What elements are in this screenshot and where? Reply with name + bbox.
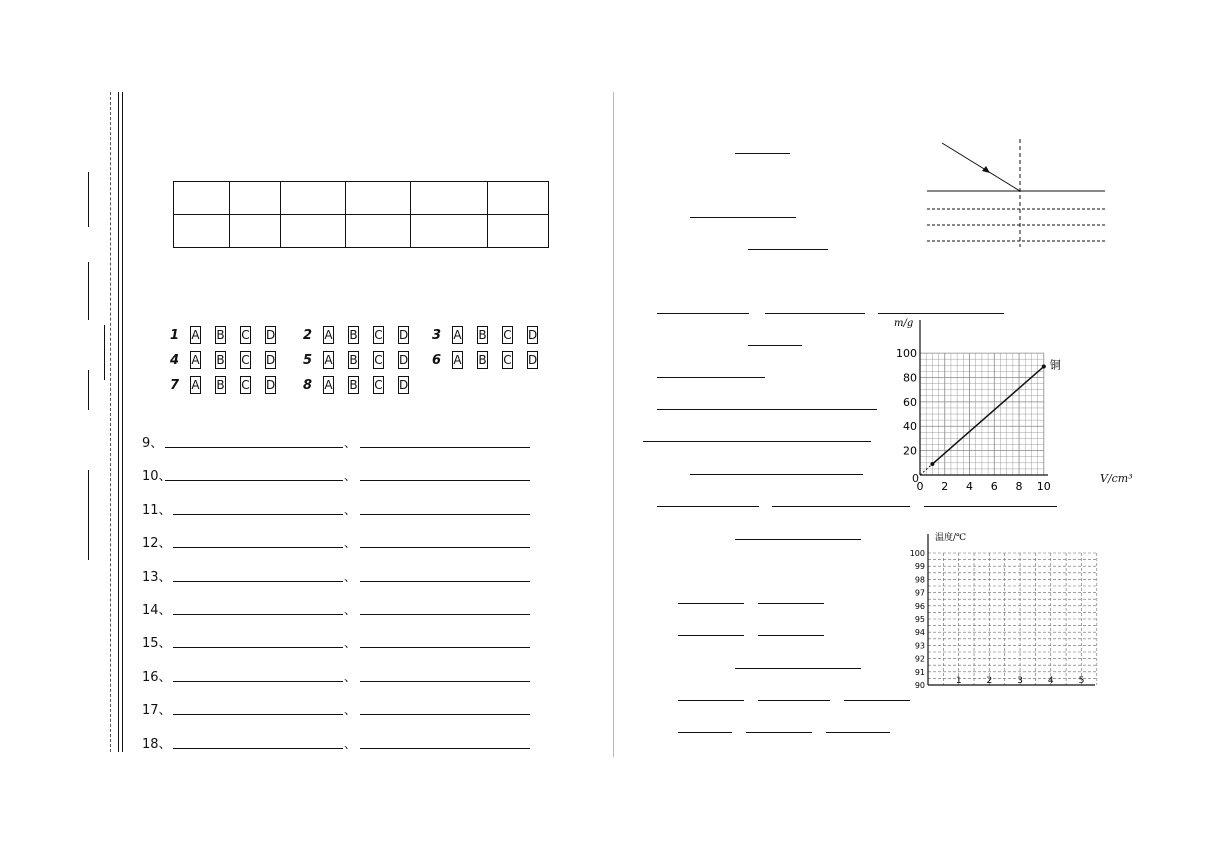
fill-separator: 、 bbox=[344, 569, 357, 584]
fill-answer-10-b[interactable] bbox=[360, 480, 530, 481]
q22-answer4b[interactable] bbox=[758, 635, 824, 636]
score-row-label bbox=[174, 215, 230, 248]
q23-answer2b[interactable] bbox=[758, 700, 830, 701]
fill-separator: 、 bbox=[344, 636, 357, 651]
score-table bbox=[173, 181, 549, 248]
mc-option-5-b[interactable]: B bbox=[349, 353, 358, 367]
score-input-total[interactable] bbox=[488, 215, 549, 248]
data-point bbox=[930, 462, 934, 466]
fill-answer-10-a[interactable] bbox=[165, 480, 343, 481]
fill-label-9: 9、 bbox=[142, 436, 164, 451]
y-tick-label: 40 bbox=[903, 420, 917, 434]
mc-option-2-a[interactable]: A bbox=[324, 328, 333, 342]
mc-question-3 bbox=[432, 324, 552, 344]
q22-answer3b[interactable] bbox=[758, 603, 824, 604]
q23-answer3c[interactable] bbox=[826, 732, 890, 733]
q21-answer4[interactable] bbox=[690, 474, 863, 475]
mc-option-7-c[interactable]: C bbox=[241, 378, 250, 392]
q23-answer3b[interactable] bbox=[746, 732, 812, 733]
series-label-copper: 铜 bbox=[1049, 358, 1061, 372]
mc-question-number: 6 bbox=[432, 353, 442, 368]
q22-answer1[interactable] bbox=[735, 539, 861, 540]
q21-answer5a[interactable] bbox=[657, 506, 759, 507]
fill-separator: 、 bbox=[344, 536, 357, 551]
y-tick-label: 60 bbox=[903, 395, 917, 409]
binding-line-outer bbox=[118, 92, 119, 752]
mc-option-5-d[interactable]: D bbox=[399, 353, 409, 367]
score-cell-3 bbox=[346, 182, 411, 215]
mc-question-number: 4 bbox=[170, 353, 180, 368]
binding-line-inner bbox=[122, 92, 123, 752]
q19-answer3[interactable] bbox=[690, 217, 796, 218]
y-tick-label: 96 bbox=[914, 601, 925, 611]
mc-option-1-d[interactable]: D bbox=[266, 328, 276, 342]
fill-separator: 、 bbox=[344, 502, 357, 517]
fill-answer-14-b[interactable] bbox=[360, 614, 530, 615]
fill-label-12: 12、 bbox=[142, 536, 172, 552]
score-cell-2 bbox=[281, 182, 346, 215]
fill-answer-17-b[interactable] bbox=[360, 714, 530, 715]
mc-question-5 bbox=[303, 349, 423, 369]
fill-label-17: 17、 bbox=[142, 703, 172, 719]
y-tick-label: 80 bbox=[903, 371, 917, 385]
x-tick-label: 5 bbox=[1078, 676, 1085, 686]
mc-question-6 bbox=[432, 349, 552, 369]
mc-question-number: 1 bbox=[170, 328, 180, 343]
x-tick-label: 2 bbox=[986, 676, 993, 686]
mc-question-7 bbox=[170, 374, 290, 394]
number-field[interactable] bbox=[104, 325, 105, 380]
mc-option-1-c[interactable]: C bbox=[241, 328, 250, 342]
fill-label-13: 13、 bbox=[142, 569, 172, 585]
q20-answer1[interactable] bbox=[748, 249, 828, 250]
q23-answer2c[interactable] bbox=[844, 700, 910, 701]
mc-option-4-d[interactable]: D bbox=[266, 353, 276, 367]
origin-label: 0 bbox=[912, 472, 919, 485]
fill-answer-11-a[interactable] bbox=[173, 514, 343, 515]
score-input-1[interactable] bbox=[230, 215, 281, 248]
q23-answer2a[interactable] bbox=[678, 700, 744, 701]
y-axis-label: m/g bbox=[894, 318, 914, 329]
grade-field[interactable] bbox=[88, 370, 89, 410]
y-tick-label: 100 bbox=[909, 549, 925, 558]
fill-separator: 、 bbox=[344, 436, 357, 450]
mc-option-7-a[interactable]: A bbox=[191, 378, 200, 392]
mc-option-2-c[interactable]: C bbox=[374, 328, 383, 342]
q21-answer1[interactable] bbox=[748, 345, 802, 346]
mc-option-5-c[interactable]: C bbox=[374, 353, 383, 367]
mc-option-5-a[interactable]: A bbox=[324, 353, 333, 367]
mc-option-3-a[interactable]: A bbox=[453, 328, 462, 342]
y-tick-label: 91 bbox=[914, 667, 925, 677]
x-tick-label: 4 bbox=[966, 480, 974, 493]
fill-separator: 、 bbox=[344, 703, 357, 718]
fill-answer-9-a[interactable] bbox=[165, 447, 343, 448]
fill-answer-16-a[interactable] bbox=[173, 681, 343, 682]
q21-answer3a[interactable] bbox=[657, 409, 877, 410]
mc-option-8-b[interactable]: B bbox=[349, 378, 358, 392]
mc-option-7-b[interactable]: B bbox=[216, 378, 225, 392]
x-tick-label: 6 bbox=[990, 480, 998, 493]
mc-question-number: 5 bbox=[303, 353, 313, 368]
mc-question-8 bbox=[303, 374, 423, 394]
y-tick-label: 95 bbox=[914, 615, 925, 624]
y-tick-label: 20 bbox=[903, 444, 917, 458]
q20-answer2b[interactable] bbox=[765, 313, 865, 314]
mc-question-number: 8 bbox=[303, 378, 313, 393]
x-tick-label: 0 bbox=[916, 480, 924, 493]
q21-answer2[interactable] bbox=[657, 377, 765, 378]
mc-question-1 bbox=[170, 324, 290, 344]
mc-question-2 bbox=[303, 324, 423, 344]
score-input-2[interactable] bbox=[281, 215, 346, 248]
x-tick-label: 1 bbox=[955, 676, 962, 686]
mc-option-1-a[interactable]: A bbox=[191, 328, 200, 342]
y-tick-label: 100 bbox=[896, 347, 917, 361]
fill-answer-12-a[interactable] bbox=[173, 547, 343, 548]
mc-option-3-b[interactable]: B bbox=[478, 328, 487, 342]
mc-option-4-b[interactable]: B bbox=[216, 353, 225, 367]
fig22-chart bbox=[895, 528, 1145, 703]
fill-separator: 、 bbox=[344, 736, 357, 751]
fill-answer-17-a[interactable] bbox=[173, 714, 343, 715]
fill-label-15: 15、 bbox=[142, 636, 172, 652]
mc-option-4-c[interactable]: C bbox=[241, 353, 250, 367]
y-axis-label: 温度/℃ bbox=[935, 533, 967, 543]
fill-answer-15-b[interactable] bbox=[360, 647, 530, 648]
q20-answer2a[interactable] bbox=[657, 313, 749, 314]
q21-answer3b[interactable] bbox=[643, 441, 871, 442]
mc-option-1-b[interactable]: B bbox=[216, 328, 225, 342]
q22-answer4a[interactable] bbox=[678, 635, 744, 636]
q21-answer5b[interactable] bbox=[772, 506, 910, 507]
fill-label-11: 11、 bbox=[142, 502, 172, 518]
fill-label-14: 14、 bbox=[142, 603, 172, 618]
fill-label-16: 16、 bbox=[142, 669, 172, 685]
mc-option-2-d[interactable]: D bbox=[399, 328, 409, 342]
fill-answer-18-b[interactable] bbox=[360, 748, 530, 749]
score-cell-label bbox=[174, 182, 230, 215]
q21-answer5c[interactable] bbox=[924, 506, 1057, 507]
binding-dash-line bbox=[110, 92, 111, 752]
fig19-diagram bbox=[920, 135, 1110, 250]
x-tick-label: 10 bbox=[1036, 480, 1051, 493]
mc-question-number: 7 bbox=[170, 378, 180, 393]
y-tick-label: 97 bbox=[914, 588, 925, 598]
data-point bbox=[1042, 365, 1046, 369]
q23-answer1[interactable] bbox=[735, 668, 861, 669]
fill-answer-11-b[interactable] bbox=[360, 514, 530, 515]
x-tick-label: 3 bbox=[1017, 676, 1023, 686]
fig20-chart bbox=[890, 312, 1061, 493]
score-input-3[interactable] bbox=[346, 215, 411, 248]
score-table-header-row bbox=[174, 182, 549, 215]
score-cell-1 bbox=[230, 182, 281, 215]
fill-answer-15-a[interactable] bbox=[173, 647, 343, 648]
q23-answer3a[interactable] bbox=[678, 732, 732, 733]
fill-answer-18-a[interactable] bbox=[173, 748, 343, 749]
class-field[interactable] bbox=[88, 262, 89, 320]
mc-option-6-c[interactable]: C bbox=[503, 353, 512, 367]
x-tick-label: 2 bbox=[941, 480, 949, 493]
y-tick-label: 98 bbox=[914, 575, 925, 585]
y-tick-label: 93 bbox=[914, 641, 925, 651]
fill-answer-14-a[interactable] bbox=[173, 614, 343, 615]
mc-question-number: 3 bbox=[432, 328, 442, 343]
fig19-arrow-icon bbox=[982, 166, 990, 173]
mc-option-7-d[interactable]: D bbox=[266, 378, 276, 392]
fill-answer-16-b[interactable] bbox=[360, 681, 530, 682]
mc-option-4-a[interactable]: A bbox=[191, 353, 200, 367]
mc-option-2-b[interactable]: B bbox=[349, 328, 358, 342]
fill-answer-9-b[interactable] bbox=[360, 447, 530, 448]
x-axis-label: V/cm³ bbox=[1100, 472, 1133, 485]
mc-option-8-d[interactable]: D bbox=[399, 378, 409, 392]
mc-option-6-b[interactable]: B bbox=[478, 353, 487, 367]
mc-question-number: 2 bbox=[303, 328, 313, 343]
fill-answer-13-b[interactable] bbox=[360, 581, 530, 582]
score-cell-4 bbox=[411, 182, 488, 215]
page-divider bbox=[613, 92, 614, 757]
x-tick-label: 4 bbox=[1047, 676, 1054, 686]
fill-separator: 、 bbox=[344, 669, 357, 684]
fill-label-18: 18、 bbox=[142, 736, 172, 752]
q19-answer1[interactable] bbox=[735, 153, 790, 154]
score-table-score-row bbox=[174, 215, 549, 248]
y-tick-label: 99 bbox=[914, 562, 925, 572]
fill-label-10: 10、 bbox=[142, 469, 172, 485]
school-field[interactable] bbox=[88, 470, 89, 560]
mc-option-8-c[interactable]: C bbox=[374, 378, 383, 392]
mc-question-4 bbox=[170, 349, 290, 369]
fig19-incident-ray bbox=[942, 143, 1020, 191]
fill-separator: 、 bbox=[344, 603, 357, 617]
fill-answer-13-a[interactable] bbox=[173, 581, 343, 582]
mc-option-8-a[interactable]: A bbox=[324, 378, 333, 392]
y-tick-label: 92 bbox=[914, 654, 925, 664]
fill-separator: 、 bbox=[344, 469, 357, 484]
mc-option-3-c[interactable]: C bbox=[503, 328, 512, 342]
fill-answer-12-b[interactable] bbox=[360, 547, 530, 548]
score-cell-total bbox=[488, 182, 549, 215]
y-tick-label: 90 bbox=[914, 681, 925, 690]
name-field[interactable] bbox=[88, 172, 89, 227]
mc-option-6-a[interactable]: A bbox=[453, 353, 462, 367]
mc-option-6-d[interactable]: D bbox=[528, 353, 538, 367]
mc-option-3-d[interactable]: D bbox=[528, 328, 538, 342]
q22-answer3a[interactable] bbox=[678, 603, 744, 604]
y-tick-label: 94 bbox=[914, 628, 925, 638]
x-tick-label: 8 bbox=[1015, 480, 1023, 493]
score-input-4[interactable] bbox=[411, 215, 488, 248]
